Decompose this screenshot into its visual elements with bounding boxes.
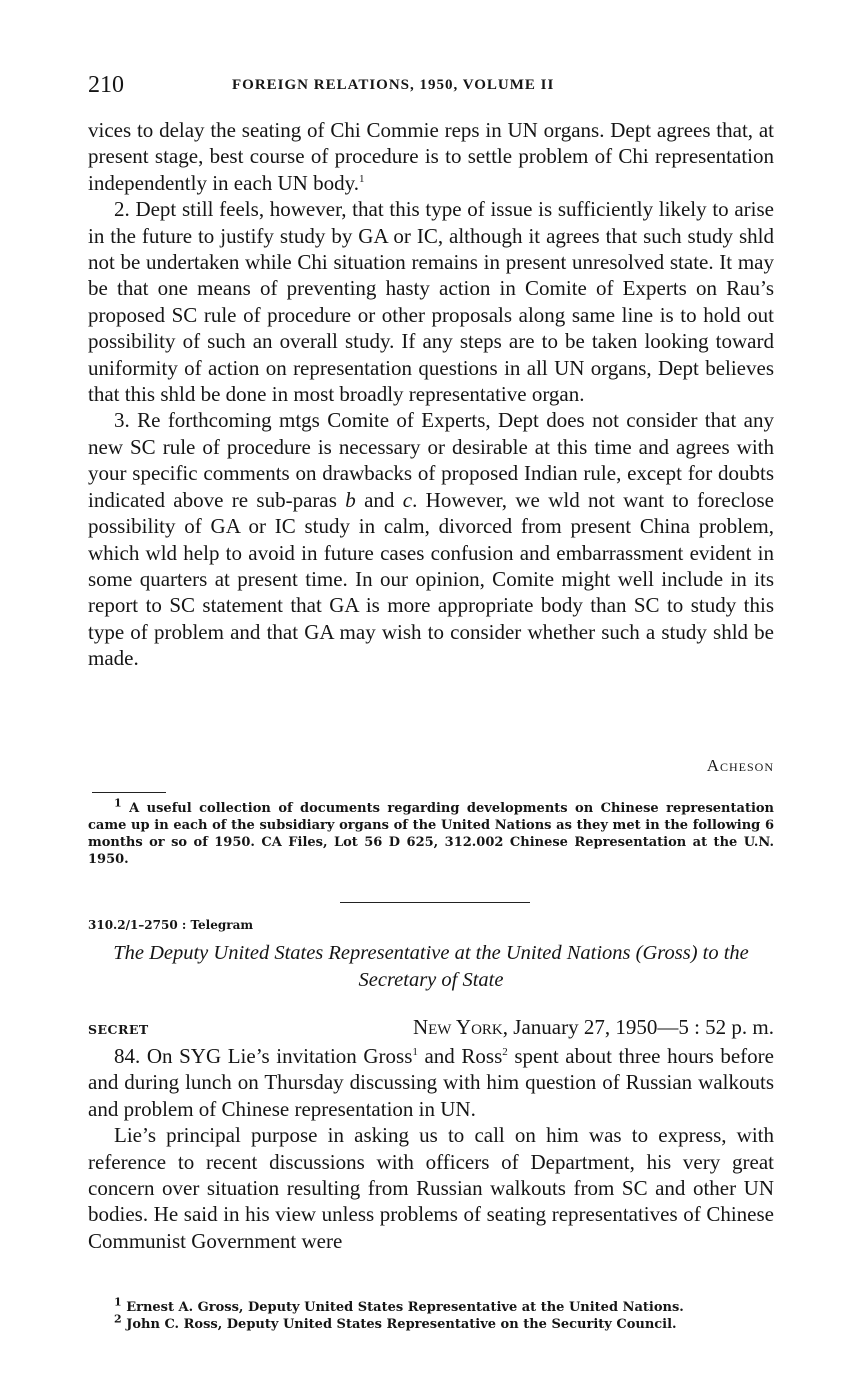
section1-body [88, 117, 774, 672]
classification-label: SECRET [88, 1022, 149, 1037]
footnote-marker: 1 [114, 796, 122, 810]
telegram-footnote-2: $^2$ John C. Ross, Deputy United States Representative on the Security Council. [114, 1312, 677, 1332]
footnote-ref: 2 [502, 1046, 508, 1058]
telegram-footnotes [88, 1295, 774, 1333]
page-number: 210 [88, 72, 124, 98]
dateline-place: New York [412, 1015, 503, 1039]
document-title: The Deputy United States Representative at the United Nations (Gross) to the Secretary of State [113, 942, 749, 991]
telegram-paragraph-1: 84. On SYG Lie’s invitation Gross$^1$ and Ross$^2$ spent about three hours before and during lunch on Thursday discussing with him question of Russian walkouts and problem of Chinese representation in UN. [88, 1044, 774, 1121]
telegram-paragraph-2: Lie’s principal purpose in asking us to call on him was to express, with reference to recent discussions with officers of Department, his very great concern over situation resulting from Russian walkouts from SC and other UN bodies. He said in his view unless problems of seating representatives of Chinese Communist Government were [88, 1123, 774, 1253]
page-header [88, 72, 778, 102]
telegram-footnote-1: $^1$ Ernest A. Gross, Deputy United States Representative at the United Nations. [114, 1295, 684, 1315]
running-title: FOREIGN RELATIONS, 1950, VOLUME II [232, 77, 555, 93]
section2-body [88, 1043, 774, 1254]
footnote-ref: 1 [412, 1046, 418, 1058]
paragraph-continued: vices to delay the seating of Chi Commie reps in UN organs. Dept agrees that, at present stage, best course of procedure is to settle problem of Chi representation independently in each UN body.$^1$ [88, 118, 774, 195]
signature: Acheson [706, 756, 774, 775]
footnote-1: $^1$ A useful collection of documents regarding developments on Chinese representation came up in each of the subsidiary organs of the United Nations as they met in the following 6 months or so of 1950. CA Files, Lot 56 D 625, 312.002 Chinese Representation at the U.N. 1950. [88, 796, 775, 867]
section-divider [340, 902, 530, 903]
paragraph-2: 2. Dept still feels, however, that this type of issue is sufficiently likely to arise in the future to justify study by GA or IC, although it agrees that such study shld not be undertaken while Chi situation remains in present unresolved state. It may be that one means of preventing hasty action in Comite of Experts on Rau’s proposed SC rule of procedure or other proposals along same line is to hold out possibility of such an overall study. If any steps are to be taken looking toward uniformity of action on representation questions in all UN organs, Dept believes that this shld be done in most broadly representative organ. [88, 197, 774, 407]
footnote-ref: 1 [358, 172, 365, 185]
footnote-rule [92, 792, 166, 793]
file-reference: 310.2/1–2750 : Telegram [88, 918, 254, 932]
paragraph-3: 3. Re forthcoming mtgs Comite of Experts, Dept does not consider that any new SC rule of procedure is necessary or desirable at this time and agrees with your specific comments on drawbacks of proposed Indian rule, except for doubts indicated above re sub-paras b and c. However, we wld not want to foreclose possibility of GA or IC study in calm, divorced from present China problem, which wld help to avoid in future cases confusion and embarrassment evident in some quarters at present time. In our opinion, Comite might well include in its report to SC statement that GA is more appropriate body than SC to study this type of problem and that GA may wish to consider whether such a study shld be made. [88, 408, 774, 671]
dateline: New York, January 27, 1950—5 : 52 p. m. [412, 1015, 774, 1039]
